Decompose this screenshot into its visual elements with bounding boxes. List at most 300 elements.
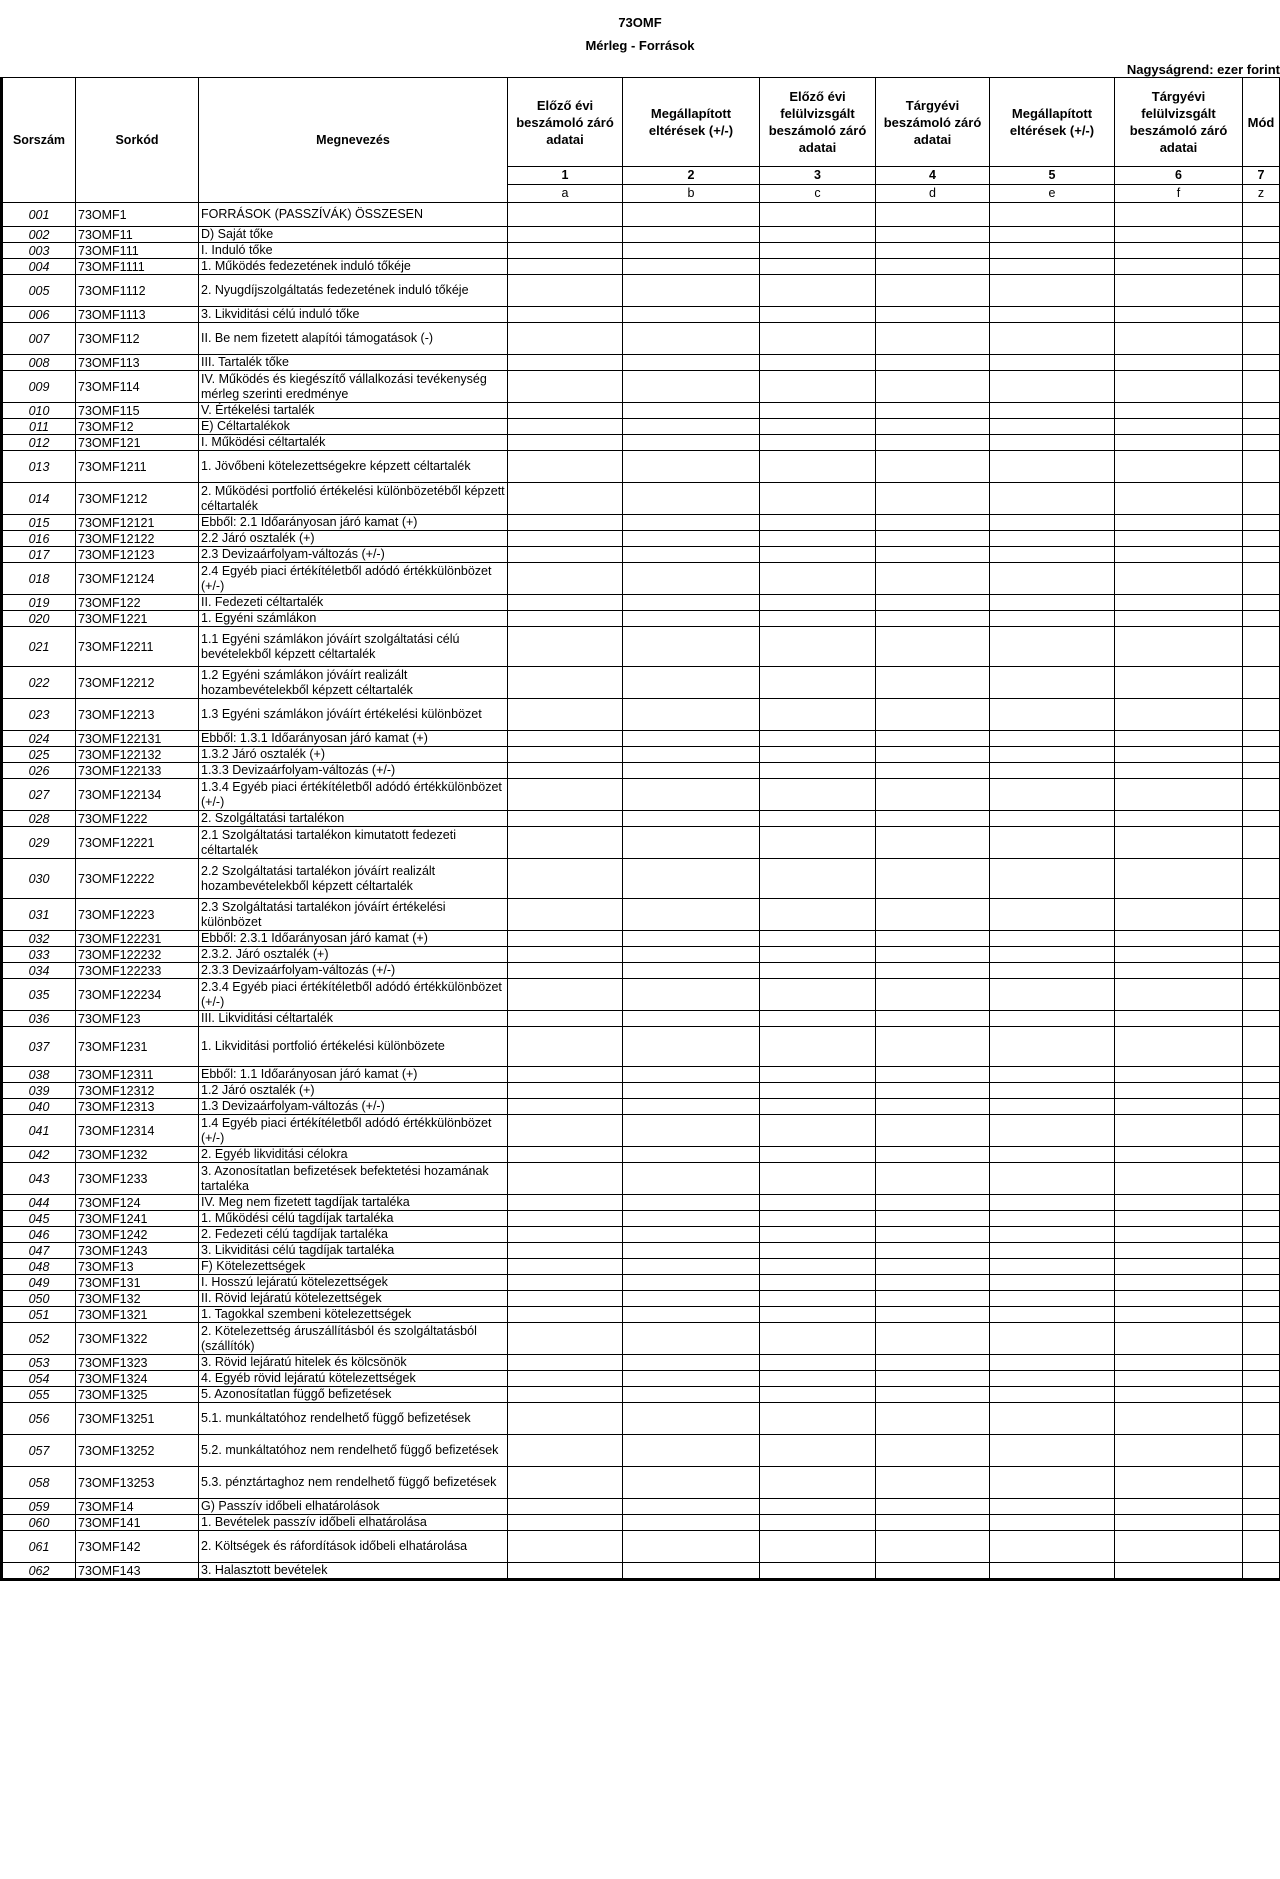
value-cell-a[interactable] xyxy=(508,1563,623,1580)
value-cell-d[interactable] xyxy=(876,1531,990,1563)
value-cell-z[interactable] xyxy=(1243,1259,1280,1275)
value-cell-b[interactable] xyxy=(623,1099,760,1115)
value-cell-c[interactable] xyxy=(760,1027,876,1067)
value-cell-z[interactable] xyxy=(1243,611,1280,627)
value-cell-c[interactable] xyxy=(760,947,876,963)
value-cell-b[interactable] xyxy=(623,699,760,731)
value-cell-b[interactable] xyxy=(623,1403,760,1435)
value-cell-f[interactable] xyxy=(1115,1083,1243,1099)
value-cell-d[interactable] xyxy=(876,931,990,947)
value-cell-c[interactable] xyxy=(760,259,876,275)
value-cell-b[interactable] xyxy=(623,203,760,227)
value-cell-a[interactable] xyxy=(508,1275,623,1291)
value-cell-d[interactable] xyxy=(876,1163,990,1195)
value-cell-b[interactable] xyxy=(623,979,760,1011)
value-cell-e[interactable] xyxy=(990,627,1115,667)
value-cell-c[interactable] xyxy=(760,1211,876,1227)
value-cell-f[interactable] xyxy=(1115,931,1243,947)
value-cell-f[interactable] xyxy=(1115,1403,1243,1435)
value-cell-e[interactable] xyxy=(990,1403,1115,1435)
value-cell-d[interactable] xyxy=(876,1355,990,1371)
value-cell-f[interactable] xyxy=(1115,243,1243,259)
value-cell-a[interactable] xyxy=(508,1195,623,1211)
value-cell-c[interactable] xyxy=(760,371,876,403)
value-cell-d[interactable] xyxy=(876,531,990,547)
value-cell-f[interactable] xyxy=(1115,627,1243,667)
value-cell-f[interactable] xyxy=(1115,1515,1243,1531)
value-cell-b[interactable] xyxy=(623,763,760,779)
value-cell-f[interactable] xyxy=(1115,547,1243,563)
value-cell-e[interactable] xyxy=(990,963,1115,979)
value-cell-d[interactable] xyxy=(876,243,990,259)
value-cell-b[interactable] xyxy=(623,1499,760,1515)
value-cell-f[interactable] xyxy=(1115,811,1243,827)
value-cell-d[interactable] xyxy=(876,1147,990,1163)
value-cell-a[interactable] xyxy=(508,811,623,827)
value-cell-c[interactable] xyxy=(760,827,876,859)
value-cell-d[interactable] xyxy=(876,563,990,595)
value-cell-e[interactable] xyxy=(990,1499,1115,1515)
value-cell-a[interactable] xyxy=(508,747,623,763)
value-cell-b[interactable] xyxy=(623,307,760,323)
value-cell-d[interactable] xyxy=(876,371,990,403)
value-cell-b[interactable] xyxy=(623,811,760,827)
value-cell-a[interactable] xyxy=(508,1099,623,1115)
value-cell-z[interactable] xyxy=(1243,355,1280,371)
value-cell-c[interactable] xyxy=(760,419,876,435)
value-cell-e[interactable] xyxy=(990,547,1115,563)
value-cell-z[interactable] xyxy=(1243,419,1280,435)
value-cell-b[interactable] xyxy=(623,1027,760,1067)
value-cell-b[interactable] xyxy=(623,531,760,547)
value-cell-e[interactable] xyxy=(990,451,1115,483)
value-cell-f[interactable] xyxy=(1115,1563,1243,1580)
value-cell-c[interactable] xyxy=(760,547,876,563)
value-cell-c[interactable] xyxy=(760,323,876,355)
value-cell-b[interactable] xyxy=(623,403,760,419)
value-cell-d[interactable] xyxy=(876,323,990,355)
value-cell-a[interactable] xyxy=(508,1515,623,1531)
value-cell-f[interactable] xyxy=(1115,227,1243,243)
value-cell-d[interactable] xyxy=(876,699,990,731)
value-cell-z[interactable] xyxy=(1243,779,1280,811)
value-cell-z[interactable] xyxy=(1243,275,1280,307)
value-cell-d[interactable] xyxy=(876,515,990,531)
value-cell-a[interactable] xyxy=(508,1147,623,1163)
value-cell-c[interactable] xyxy=(760,1531,876,1563)
value-cell-d[interactable] xyxy=(876,979,990,1011)
value-cell-z[interactable] xyxy=(1243,963,1280,979)
value-cell-e[interactable] xyxy=(990,763,1115,779)
value-cell-d[interactable] xyxy=(876,1563,990,1580)
value-cell-d[interactable] xyxy=(876,1227,990,1243)
value-cell-d[interactable] xyxy=(876,1275,990,1291)
value-cell-b[interactable] xyxy=(623,595,760,611)
value-cell-f[interactable] xyxy=(1115,563,1243,595)
value-cell-e[interactable] xyxy=(990,1211,1115,1227)
value-cell-e[interactable] xyxy=(990,355,1115,371)
value-cell-c[interactable] xyxy=(760,627,876,667)
value-cell-f[interactable] xyxy=(1115,483,1243,515)
value-cell-b[interactable] xyxy=(623,547,760,563)
value-cell-b[interactable] xyxy=(623,1531,760,1563)
value-cell-z[interactable] xyxy=(1243,1515,1280,1531)
value-cell-c[interactable] xyxy=(760,899,876,931)
value-cell-a[interactable] xyxy=(508,763,623,779)
value-cell-d[interactable] xyxy=(876,1371,990,1387)
value-cell-c[interactable] xyxy=(760,1499,876,1515)
value-cell-f[interactable] xyxy=(1115,827,1243,859)
value-cell-d[interactable] xyxy=(876,859,990,899)
value-cell-c[interactable] xyxy=(760,1259,876,1275)
value-cell-z[interactable] xyxy=(1243,667,1280,699)
value-cell-a[interactable] xyxy=(508,451,623,483)
value-cell-a[interactable] xyxy=(508,1291,623,1307)
value-cell-e[interactable] xyxy=(990,1147,1115,1163)
value-cell-b[interactable] xyxy=(623,611,760,627)
value-cell-e[interactable] xyxy=(990,1275,1115,1291)
value-cell-f[interactable] xyxy=(1115,355,1243,371)
value-cell-a[interactable] xyxy=(508,1323,623,1355)
value-cell-f[interactable] xyxy=(1115,419,1243,435)
value-cell-z[interactable] xyxy=(1243,483,1280,515)
value-cell-a[interactable] xyxy=(508,931,623,947)
value-cell-e[interactable] xyxy=(990,1467,1115,1499)
value-cell-c[interactable] xyxy=(760,1147,876,1163)
value-cell-b[interactable] xyxy=(623,227,760,243)
value-cell-c[interactable] xyxy=(760,931,876,947)
value-cell-b[interactable] xyxy=(623,963,760,979)
value-cell-d[interactable] xyxy=(876,451,990,483)
value-cell-b[interactable] xyxy=(623,931,760,947)
value-cell-z[interactable] xyxy=(1243,1467,1280,1499)
value-cell-z[interactable] xyxy=(1243,1387,1280,1403)
value-cell-f[interactable] xyxy=(1115,1467,1243,1499)
value-cell-f[interactable] xyxy=(1115,403,1243,419)
value-cell-z[interactable] xyxy=(1243,931,1280,947)
value-cell-b[interactable] xyxy=(623,371,760,403)
value-cell-z[interactable] xyxy=(1243,1211,1280,1227)
value-cell-c[interactable] xyxy=(760,811,876,827)
value-cell-d[interactable] xyxy=(876,483,990,515)
value-cell-a[interactable] xyxy=(508,611,623,627)
value-cell-e[interactable] xyxy=(990,435,1115,451)
value-cell-z[interactable] xyxy=(1243,1435,1280,1467)
value-cell-f[interactable] xyxy=(1115,1211,1243,1227)
value-cell-c[interactable] xyxy=(760,451,876,483)
value-cell-f[interactable] xyxy=(1115,1099,1243,1115)
value-cell-c[interactable] xyxy=(760,1371,876,1387)
value-cell-z[interactable] xyxy=(1243,1307,1280,1323)
value-cell-b[interactable] xyxy=(623,1515,760,1531)
value-cell-c[interactable] xyxy=(760,355,876,371)
value-cell-c[interactable] xyxy=(760,1099,876,1115)
value-cell-e[interactable] xyxy=(990,323,1115,355)
value-cell-b[interactable] xyxy=(623,1115,760,1147)
value-cell-a[interactable] xyxy=(508,275,623,307)
value-cell-e[interactable] xyxy=(990,979,1115,1011)
value-cell-z[interactable] xyxy=(1243,307,1280,323)
value-cell-a[interactable] xyxy=(508,307,623,323)
value-cell-b[interactable] xyxy=(623,1147,760,1163)
value-cell-c[interactable] xyxy=(760,611,876,627)
value-cell-a[interactable] xyxy=(508,1083,623,1099)
value-cell-d[interactable] xyxy=(876,275,990,307)
value-cell-f[interactable] xyxy=(1115,779,1243,811)
value-cell-a[interactable] xyxy=(508,547,623,563)
value-cell-z[interactable] xyxy=(1243,699,1280,731)
value-cell-e[interactable] xyxy=(990,419,1115,435)
value-cell-a[interactable] xyxy=(508,1435,623,1467)
value-cell-e[interactable] xyxy=(990,1563,1115,1580)
value-cell-d[interactable] xyxy=(876,1387,990,1403)
value-cell-d[interactable] xyxy=(876,1099,990,1115)
value-cell-b[interactable] xyxy=(623,563,760,595)
value-cell-a[interactable] xyxy=(508,963,623,979)
value-cell-b[interactable] xyxy=(623,947,760,963)
value-cell-f[interactable] xyxy=(1115,611,1243,627)
value-cell-b[interactable] xyxy=(623,827,760,859)
value-cell-c[interactable] xyxy=(760,1291,876,1307)
value-cell-z[interactable] xyxy=(1243,1067,1280,1083)
value-cell-a[interactable] xyxy=(508,483,623,515)
value-cell-e[interactable] xyxy=(990,827,1115,859)
value-cell-c[interactable] xyxy=(760,747,876,763)
value-cell-f[interactable] xyxy=(1115,1027,1243,1067)
value-cell-e[interactable] xyxy=(990,1355,1115,1371)
value-cell-z[interactable] xyxy=(1243,1227,1280,1243)
value-cell-f[interactable] xyxy=(1115,515,1243,531)
value-cell-f[interactable] xyxy=(1115,451,1243,483)
value-cell-d[interactable] xyxy=(876,1499,990,1515)
value-cell-c[interactable] xyxy=(760,979,876,1011)
value-cell-z[interactable] xyxy=(1243,1403,1280,1435)
value-cell-d[interactable] xyxy=(876,1467,990,1499)
value-cell-c[interactable] xyxy=(760,699,876,731)
value-cell-a[interactable] xyxy=(508,323,623,355)
value-cell-e[interactable] xyxy=(990,1291,1115,1307)
value-cell-z[interactable] xyxy=(1243,1083,1280,1099)
value-cell-a[interactable] xyxy=(508,1307,623,1323)
value-cell-z[interactable] xyxy=(1243,627,1280,667)
value-cell-e[interactable] xyxy=(990,1227,1115,1243)
value-cell-z[interactable] xyxy=(1243,203,1280,227)
value-cell-f[interactable] xyxy=(1115,259,1243,275)
value-cell-z[interactable] xyxy=(1243,1323,1280,1355)
value-cell-a[interactable] xyxy=(508,1067,623,1083)
value-cell-z[interactable] xyxy=(1243,323,1280,355)
value-cell-e[interactable] xyxy=(990,563,1115,595)
value-cell-f[interactable] xyxy=(1115,731,1243,747)
value-cell-e[interactable] xyxy=(990,747,1115,763)
value-cell-c[interactable] xyxy=(760,1355,876,1371)
value-cell-b[interactable] xyxy=(623,899,760,931)
value-cell-f[interactable] xyxy=(1115,1147,1243,1163)
value-cell-a[interactable] xyxy=(508,627,623,667)
value-cell-c[interactable] xyxy=(760,1163,876,1195)
value-cell-e[interactable] xyxy=(990,483,1115,515)
value-cell-e[interactable] xyxy=(990,1067,1115,1083)
value-cell-e[interactable] xyxy=(990,1011,1115,1027)
value-cell-a[interactable] xyxy=(508,1355,623,1371)
value-cell-a[interactable] xyxy=(508,1163,623,1195)
value-cell-d[interactable] xyxy=(876,403,990,419)
value-cell-c[interactable] xyxy=(760,307,876,323)
value-cell-z[interactable] xyxy=(1243,1531,1280,1563)
value-cell-d[interactable] xyxy=(876,1323,990,1355)
value-cell-a[interactable] xyxy=(508,1115,623,1147)
value-cell-b[interactable] xyxy=(623,1195,760,1211)
value-cell-b[interactable] xyxy=(623,1227,760,1243)
value-cell-b[interactable] xyxy=(623,275,760,307)
value-cell-e[interactable] xyxy=(990,667,1115,699)
value-cell-a[interactable] xyxy=(508,595,623,611)
value-cell-z[interactable] xyxy=(1243,371,1280,403)
value-cell-e[interactable] xyxy=(990,1323,1115,1355)
value-cell-c[interactable] xyxy=(760,1563,876,1580)
value-cell-c[interactable] xyxy=(760,1307,876,1323)
value-cell-f[interactable] xyxy=(1115,1115,1243,1147)
value-cell-e[interactable] xyxy=(990,1099,1115,1115)
value-cell-z[interactable] xyxy=(1243,1011,1280,1027)
value-cell-e[interactable] xyxy=(990,947,1115,963)
value-cell-b[interactable] xyxy=(623,1291,760,1307)
value-cell-e[interactable] xyxy=(990,1387,1115,1403)
value-cell-b[interactable] xyxy=(623,243,760,259)
value-cell-d[interactable] xyxy=(876,1195,990,1211)
value-cell-e[interactable] xyxy=(990,731,1115,747)
value-cell-a[interactable] xyxy=(508,227,623,243)
value-cell-f[interactable] xyxy=(1115,275,1243,307)
value-cell-e[interactable] xyxy=(990,1027,1115,1067)
value-cell-e[interactable] xyxy=(990,307,1115,323)
value-cell-e[interactable] xyxy=(990,611,1115,627)
value-cell-f[interactable] xyxy=(1115,1371,1243,1387)
value-cell-b[interactable] xyxy=(623,1387,760,1403)
value-cell-c[interactable] xyxy=(760,1387,876,1403)
value-cell-z[interactable] xyxy=(1243,1115,1280,1147)
value-cell-f[interactable] xyxy=(1115,1067,1243,1083)
value-cell-z[interactable] xyxy=(1243,811,1280,827)
value-cell-b[interactable] xyxy=(623,1083,760,1099)
value-cell-e[interactable] xyxy=(990,1435,1115,1467)
value-cell-d[interactable] xyxy=(876,259,990,275)
value-cell-a[interactable] xyxy=(508,1387,623,1403)
value-cell-f[interactable] xyxy=(1115,859,1243,899)
value-cell-c[interactable] xyxy=(760,483,876,515)
value-cell-b[interactable] xyxy=(623,1259,760,1275)
value-cell-f[interactable] xyxy=(1115,1499,1243,1515)
value-cell-f[interactable] xyxy=(1115,963,1243,979)
value-cell-b[interactable] xyxy=(623,515,760,531)
value-cell-c[interactable] xyxy=(760,203,876,227)
value-cell-f[interactable] xyxy=(1115,1011,1243,1027)
value-cell-z[interactable] xyxy=(1243,451,1280,483)
value-cell-a[interactable] xyxy=(508,419,623,435)
value-cell-b[interactable] xyxy=(623,627,760,667)
value-cell-b[interactable] xyxy=(623,1011,760,1027)
value-cell-a[interactable] xyxy=(508,371,623,403)
value-cell-d[interactable] xyxy=(876,779,990,811)
value-cell-a[interactable] xyxy=(508,531,623,547)
value-cell-d[interactable] xyxy=(876,1307,990,1323)
value-cell-d[interactable] xyxy=(876,203,990,227)
value-cell-c[interactable] xyxy=(760,595,876,611)
value-cell-a[interactable] xyxy=(508,1211,623,1227)
value-cell-a[interactable] xyxy=(508,259,623,275)
value-cell-e[interactable] xyxy=(990,1083,1115,1099)
value-cell-c[interactable] xyxy=(760,1435,876,1467)
value-cell-z[interactable] xyxy=(1243,1027,1280,1067)
value-cell-z[interactable] xyxy=(1243,1275,1280,1291)
value-cell-c[interactable] xyxy=(760,1115,876,1147)
value-cell-c[interactable] xyxy=(760,403,876,419)
value-cell-b[interactable] xyxy=(623,355,760,371)
value-cell-z[interactable] xyxy=(1243,595,1280,611)
value-cell-b[interactable] xyxy=(623,747,760,763)
value-cell-c[interactable] xyxy=(760,563,876,595)
value-cell-b[interactable] xyxy=(623,1163,760,1195)
value-cell-z[interactable] xyxy=(1243,547,1280,563)
value-cell-e[interactable] xyxy=(990,1259,1115,1275)
value-cell-e[interactable] xyxy=(990,1243,1115,1259)
value-cell-d[interactable] xyxy=(876,811,990,827)
value-cell-b[interactable] xyxy=(623,1355,760,1371)
value-cell-c[interactable] xyxy=(760,1515,876,1531)
value-cell-b[interactable] xyxy=(623,667,760,699)
value-cell-e[interactable] xyxy=(990,1515,1115,1531)
value-cell-f[interactable] xyxy=(1115,1323,1243,1355)
value-cell-c[interactable] xyxy=(760,1011,876,1027)
value-cell-d[interactable] xyxy=(876,307,990,323)
value-cell-f[interactable] xyxy=(1115,667,1243,699)
value-cell-d[interactable] xyxy=(876,1243,990,1259)
value-cell-b[interactable] xyxy=(623,259,760,275)
value-cell-b[interactable] xyxy=(623,483,760,515)
value-cell-a[interactable] xyxy=(508,203,623,227)
value-cell-c[interactable] xyxy=(760,1083,876,1099)
value-cell-z[interactable] xyxy=(1243,531,1280,547)
value-cell-a[interactable] xyxy=(508,1371,623,1387)
value-cell-a[interactable] xyxy=(508,355,623,371)
value-cell-z[interactable] xyxy=(1243,859,1280,899)
value-cell-z[interactable] xyxy=(1243,979,1280,1011)
value-cell-b[interactable] xyxy=(623,1467,760,1499)
value-cell-b[interactable] xyxy=(623,1371,760,1387)
value-cell-a[interactable] xyxy=(508,1027,623,1067)
value-cell-z[interactable] xyxy=(1243,1563,1280,1580)
value-cell-z[interactable] xyxy=(1243,227,1280,243)
value-cell-a[interactable] xyxy=(508,1259,623,1275)
value-cell-a[interactable] xyxy=(508,1467,623,1499)
value-cell-c[interactable] xyxy=(760,1467,876,1499)
value-cell-d[interactable] xyxy=(876,1211,990,1227)
value-cell-f[interactable] xyxy=(1115,1195,1243,1211)
value-cell-d[interactable] xyxy=(876,947,990,963)
value-cell-f[interactable] xyxy=(1115,947,1243,963)
value-cell-d[interactable] xyxy=(876,763,990,779)
value-cell-a[interactable] xyxy=(508,435,623,451)
value-cell-e[interactable] xyxy=(990,243,1115,259)
value-cell-f[interactable] xyxy=(1115,1227,1243,1243)
value-cell-f[interactable] xyxy=(1115,203,1243,227)
value-cell-a[interactable] xyxy=(508,1499,623,1515)
value-cell-z[interactable] xyxy=(1243,1291,1280,1307)
value-cell-f[interactable] xyxy=(1115,307,1243,323)
value-cell-e[interactable] xyxy=(990,1531,1115,1563)
value-cell-d[interactable] xyxy=(876,627,990,667)
value-cell-c[interactable] xyxy=(760,227,876,243)
